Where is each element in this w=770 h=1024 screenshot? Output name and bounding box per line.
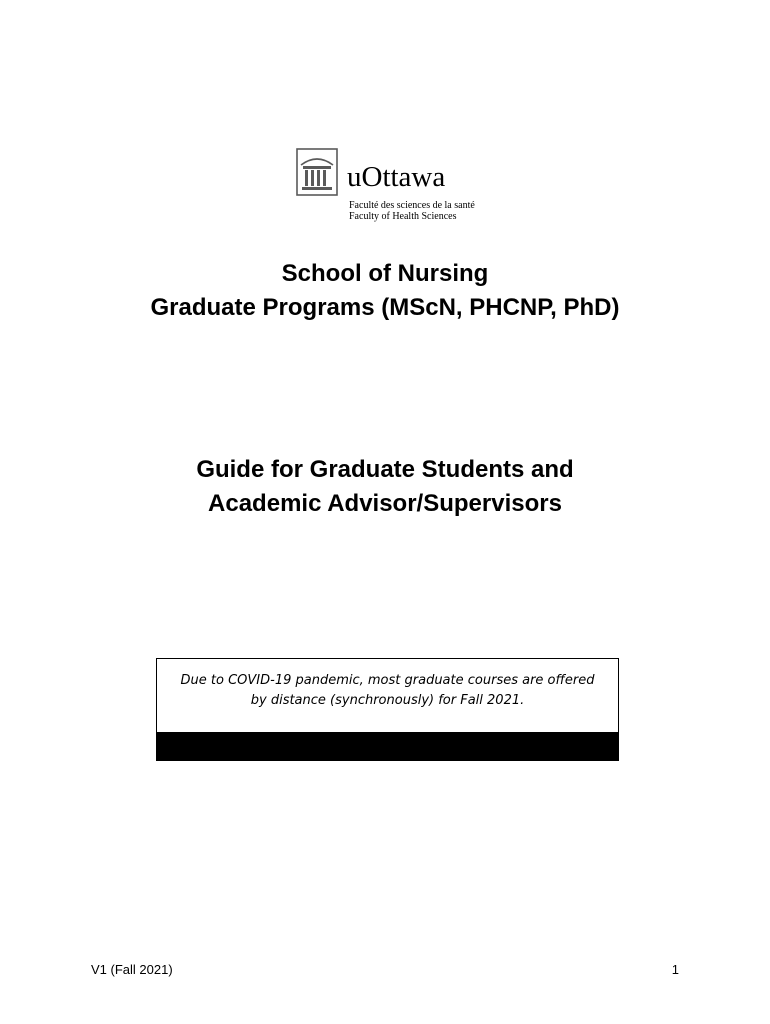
notice-text [157,671,618,711]
logo-faculty-en: Faculty of Health Sciences [349,211,457,222]
logo-name: uOttawa [347,161,446,193]
covid-notice-box [156,658,619,761]
university-building-emblem-icon [296,148,338,196]
title-line-2: Graduate Programs (MScN, PHCNP, PhD) [150,294,620,321]
notice-line-2: by distance (synchronously) for Fall 2021. [250,693,525,708]
logo-faculty-fr: Faculté des sciences de la santé [349,200,475,211]
uottawa-logo [296,148,516,228]
footer-version: V1 (Fall 2021) [91,962,173,977]
subtitle-line-1: Guide for Graduate Students and [196,456,574,483]
document-subtitle [0,453,770,521]
notice-black-bar [157,732,618,760]
footer-page-number: 1 [671,962,679,977]
title-line-1: School of Nursing [281,260,489,287]
subtitle-line-2: Academic Advisor/Supervisors [208,490,562,517]
document-title [0,257,770,325]
notice-line-1: Due to COVID-19 pandemic, most graduate courses are offered [180,673,595,688]
